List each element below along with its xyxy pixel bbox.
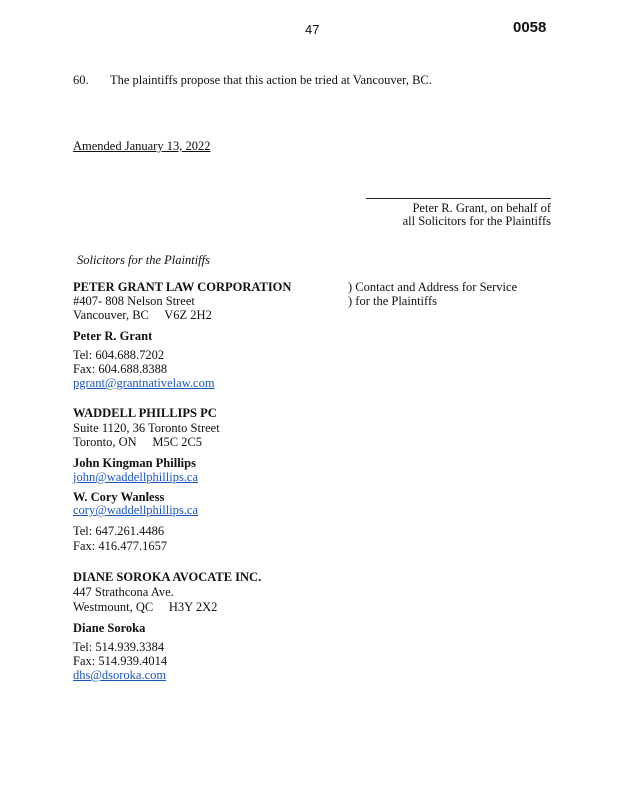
email-link[interactable]: john@waddellphillips.ca bbox=[73, 470, 199, 484]
signature-line bbox=[366, 198, 551, 199]
email-link[interactable]: pgrant@grantnativelaw.com bbox=[73, 376, 215, 390]
solicitors-heading: Solicitors for the Plaintiffs bbox=[77, 253, 210, 267]
firm-name: WADDELL PHILLIPS PC bbox=[73, 406, 217, 420]
page-number: 47 bbox=[305, 22, 320, 37]
telephone: Tel: 604.688.7202 bbox=[73, 348, 165, 362]
firm-name: DIANE SOROKA AVOCATE INC. bbox=[73, 570, 262, 584]
service-note-line1: ) Contact and Address for Service bbox=[348, 280, 518, 294]
fax: Fax: 416.477.1657 bbox=[73, 539, 168, 553]
firm-name: PETER GRANT LAW CORPORATION bbox=[73, 280, 292, 294]
service-note-line2: ) for the Plaintiffs bbox=[348, 294, 437, 308]
firm-address-line1: #407- 808 Nelson Street bbox=[73, 294, 195, 308]
document-number: 0058 bbox=[513, 19, 547, 36]
fax: Fax: 604.688.8388 bbox=[73, 362, 168, 376]
fax: Fax: 514.939.4014 bbox=[73, 654, 168, 668]
amended-date: Amended January 13, 2022 bbox=[73, 139, 211, 153]
signature-role: all Solicitors for the Plaintiffs bbox=[402, 214, 551, 228]
email-link[interactable]: cory@waddellphillips.ca bbox=[73, 503, 199, 517]
firm-address-line1: Suite 1120, 36 Toronto Street bbox=[73, 421, 220, 435]
firm-address-line2: Toronto, ON M5C 2C5 bbox=[73, 435, 202, 449]
firm-address-line1: 447 Strathcona Ave. bbox=[73, 585, 174, 599]
lawyer-name: W. Cory Wanless bbox=[73, 490, 165, 504]
telephone: Tel: 514.939.3384 bbox=[73, 640, 165, 654]
lawyer-name: John Kingman Phillips bbox=[73, 456, 196, 470]
email-link[interactable]: dhs@dsoroka.com bbox=[73, 668, 167, 682]
firm-address-line2: Westmount, QC H3Y 2X2 bbox=[73, 600, 218, 614]
paragraph-text: The plaintiffs propose that this action be tried at Vancouver, BC. bbox=[110, 73, 432, 87]
telephone: Tel: 647.261.4486 bbox=[73, 524, 165, 538]
signature-name: Peter R. Grant, on behalf of bbox=[412, 201, 551, 215]
lawyer-name: Diane Soroka bbox=[73, 621, 146, 635]
firm-address-line2: Vancouver, BC V6Z 2H2 bbox=[73, 308, 212, 322]
lawyer-name: Peter R. Grant bbox=[73, 329, 153, 343]
paragraph-number: 60. bbox=[73, 73, 89, 87]
